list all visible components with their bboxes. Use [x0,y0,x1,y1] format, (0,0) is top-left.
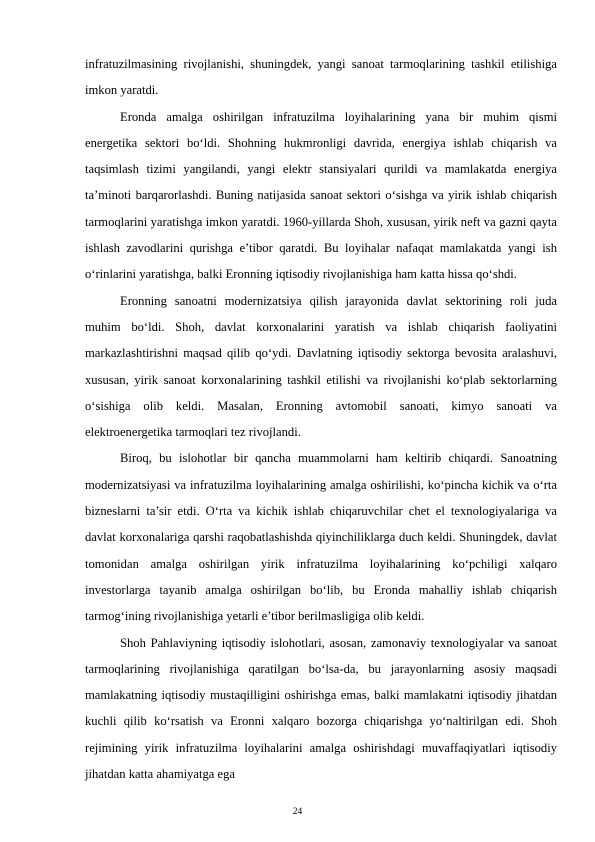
paragraph-continued: infratuzilmasining rivojlanishi, shuningdek, yangi sanoat tarmoqlarining tashkil etilishiga imkon yaratdi. [85,57,557,98]
page-body [85,51,557,787]
paragraph-shah-reforms: Shoh Pahlaviyning iqtisodiy islohotlari, asosan, zamonaviy texnologiyalar va sanoat tarmoqlarining rivojlanishiga qaratilgan bo‘lsa-da, bu jarayonlarning asosiy maqsadi mamlakatning iqtisodiy mustaqilligini oshirishga emas, balki mamlakatni iqtisodiy jihatdan kuchli qilib ko‘rsatish va Eronni xalqaro bozorga chiqarishga yo‘naltirilgan edi. Shoh rejimining yirik infratuzilma loyihalarini amalga oshirishdagi muvaffaqiyatlari iqtisodiy jihatdan katta ahamiyatga ega [85,635,557,782]
page-number: 24 [292,807,303,817]
paragraph-energy-sector: Eronda amalga oshirilgan infratuzilma loyihalarining yana bir muhim qismi energetika sektori bo‘ldi. Shohning hukmronligi davrida, energiya ishlab chiqarish va taqsimlash tizimi yangilandi, yangi elektr stansiyalari qurildi va mamlakatda energiya ta’minoti barqarorlashdi. Buning natijasida sanoat sektori o‘sishga va yirik ishlab chiqarish tarmoqlarini yaratishga imkon yaratdi. 1960-yillarda Shoh, xususan, yirik neft va gazni qayta ishlash zavodlarini qurishga e’tibor qaratdi. Bu loyihalar nafaqat mamlakatda yangi ish o‘rinlarini yaratishga, balki Eronning iqtisodiy rivojlanishiga ham katta hissa qo‘shdi. [85,109,557,282]
paragraph-state-sector: Eronning sanoatni modernizatsiya qilish jarayonida davlat sektorining roli juda muhim bo‘ldi. Shoh, davlat korxonalarini yaratish va ishlab chiqarish faoliyatini markazlashtirishni maqsad qilib qo‘ydi. Davlatning iqtisodiy sektorga bevosita aralashuvi, xususan, yirik sanoat korxonalarining tashkil etilishi va rivojlanishi ko‘plab sektorlarning o‘sishiga olib keldi. Masalan, Eronning avtomobil sanoati, kimyo sanoati va elektroenergetika tarmoqlari tez rivojlandi. [85,293,557,440]
paragraph-problems: Biroq, bu islohotlar bir qancha muammolarni ham keltirib chiqardi. Sanoatning modernizatsiyasi va infratuzilma loyihalarining amalga oshirilishi, ko‘pincha kichik va o‘rta bizneslarni ta’sir etdi. O‘rta va kichik ishlab chiqaruvchilar chet el texnologiyalariga va davlat korxonalariga qarshi raqobatlashishda qiyinchiliklarga duch keldi. Shuningdek, davlat tomonidan amalga oshirilgan yirik infratuzilma loyihalarining ko‘pchiligi xalqaro investorlarga tayanib amalga oshirilgan bo‘lib, bu Eronda mahalliy ishlab chiqarish tarmog‘ining rivojlanishiga yetarli e’tibor berilmasligiga olib keldi. [85,451,557,624]
